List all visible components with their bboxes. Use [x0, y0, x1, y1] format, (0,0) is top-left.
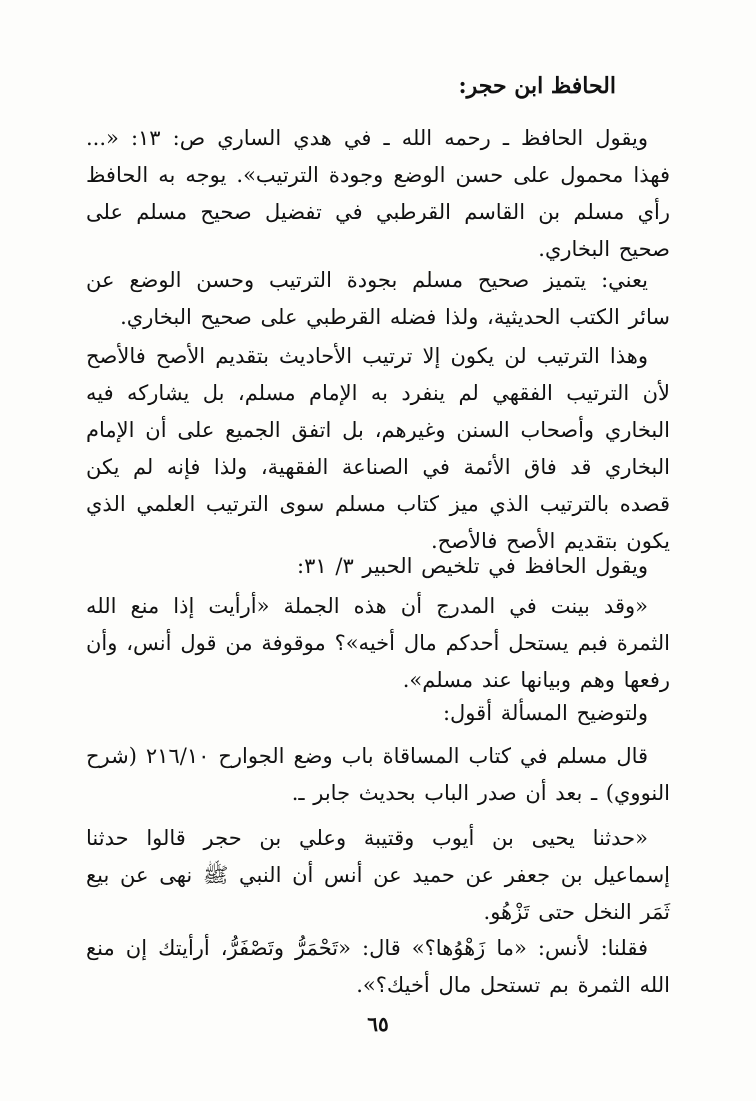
paragraph-7: فقلنا: لأنس: «ما زَهْوُها؟» قال: «تَحْمَرُّ وتَصْفَرُّ، أرأيتك إن منع الله الثمرة بم تستحل مال أخيك؟».: [86, 936, 670, 997]
paragraph-6: قال مسلم في كتاب المساقاة باب وضع الجوارح ٢١٦/١٠ (شرح النووي) ـ بعد أن صدر الباب بحديث جابر ـ.: [86, 744, 670, 805]
paragraph-4: ويقول الحافظ في تلخيص الحبير ٣/ ٣١:: [297, 554, 648, 578]
page-number: ٦٥: [367, 1012, 389, 1036]
paragraph-3: وهذا الترتيب لن يكون إلا ترتيب الأحاديث بتقديم الأصح فالأصح لأن الترتيب الفقهي لم ينفرد به الإمام مسلم، بل يشاركه فيه البخاري وأصحاب السنن وغيرهم، بل اتفق الجميع على أن الإمام البخاري قد فاق الأئمة في الصناعة الفقهية، ولذا فإنه لم يكن قصده بالترتيب الذي ميز كتاب مسلم سوى الترتيب العلمي الذي يكون بتقديم الأصح فالأصح.: [86, 344, 670, 553]
paragraph-1: ويقول الحافظ ـ رحمه الله ـ في هدي الساري ص: ١٣: «... فهذا محمول على حسن الوضع وجودة الترتيب». يوجه به الحافظ رأي مسلم بن القاسم القرطبي في تفضيل صحيح مسلم على صحيح البخاري.: [86, 126, 670, 261]
paragraph-5: ولتوضيح المسألة أقول:: [442, 701, 648, 725]
section-heading: الحافظ ابن حجر:: [458, 73, 616, 99]
quote-2: «حدثنا يحيى بن أيوب وقتيبة وعلي بن حجر قالوا حدثنا إسماعيل بن جعفر عن حميد عن أنس أن النبي ﷺ نهى عن بيع ثَمَر النخل حتى تَزْهُو.: [86, 826, 670, 924]
quote-1: «وقد بينت في المدرج أن هذه الجملة «أرأيت إذا منع الله الثمرة فبم يستحل أحدكم مال أخيه»؟ موقوفة من قول أنس، وأن رفعها وهم وبيانها عند مسلم».: [86, 594, 670, 692]
paragraph-2: يعني: يتميز صحيح مسلم بجودة الترتيب وحسن الوضع عن سائر الكتب الحديثية، ولذا فضله القرطبي على صحيح البخاري.: [86, 268, 670, 329]
